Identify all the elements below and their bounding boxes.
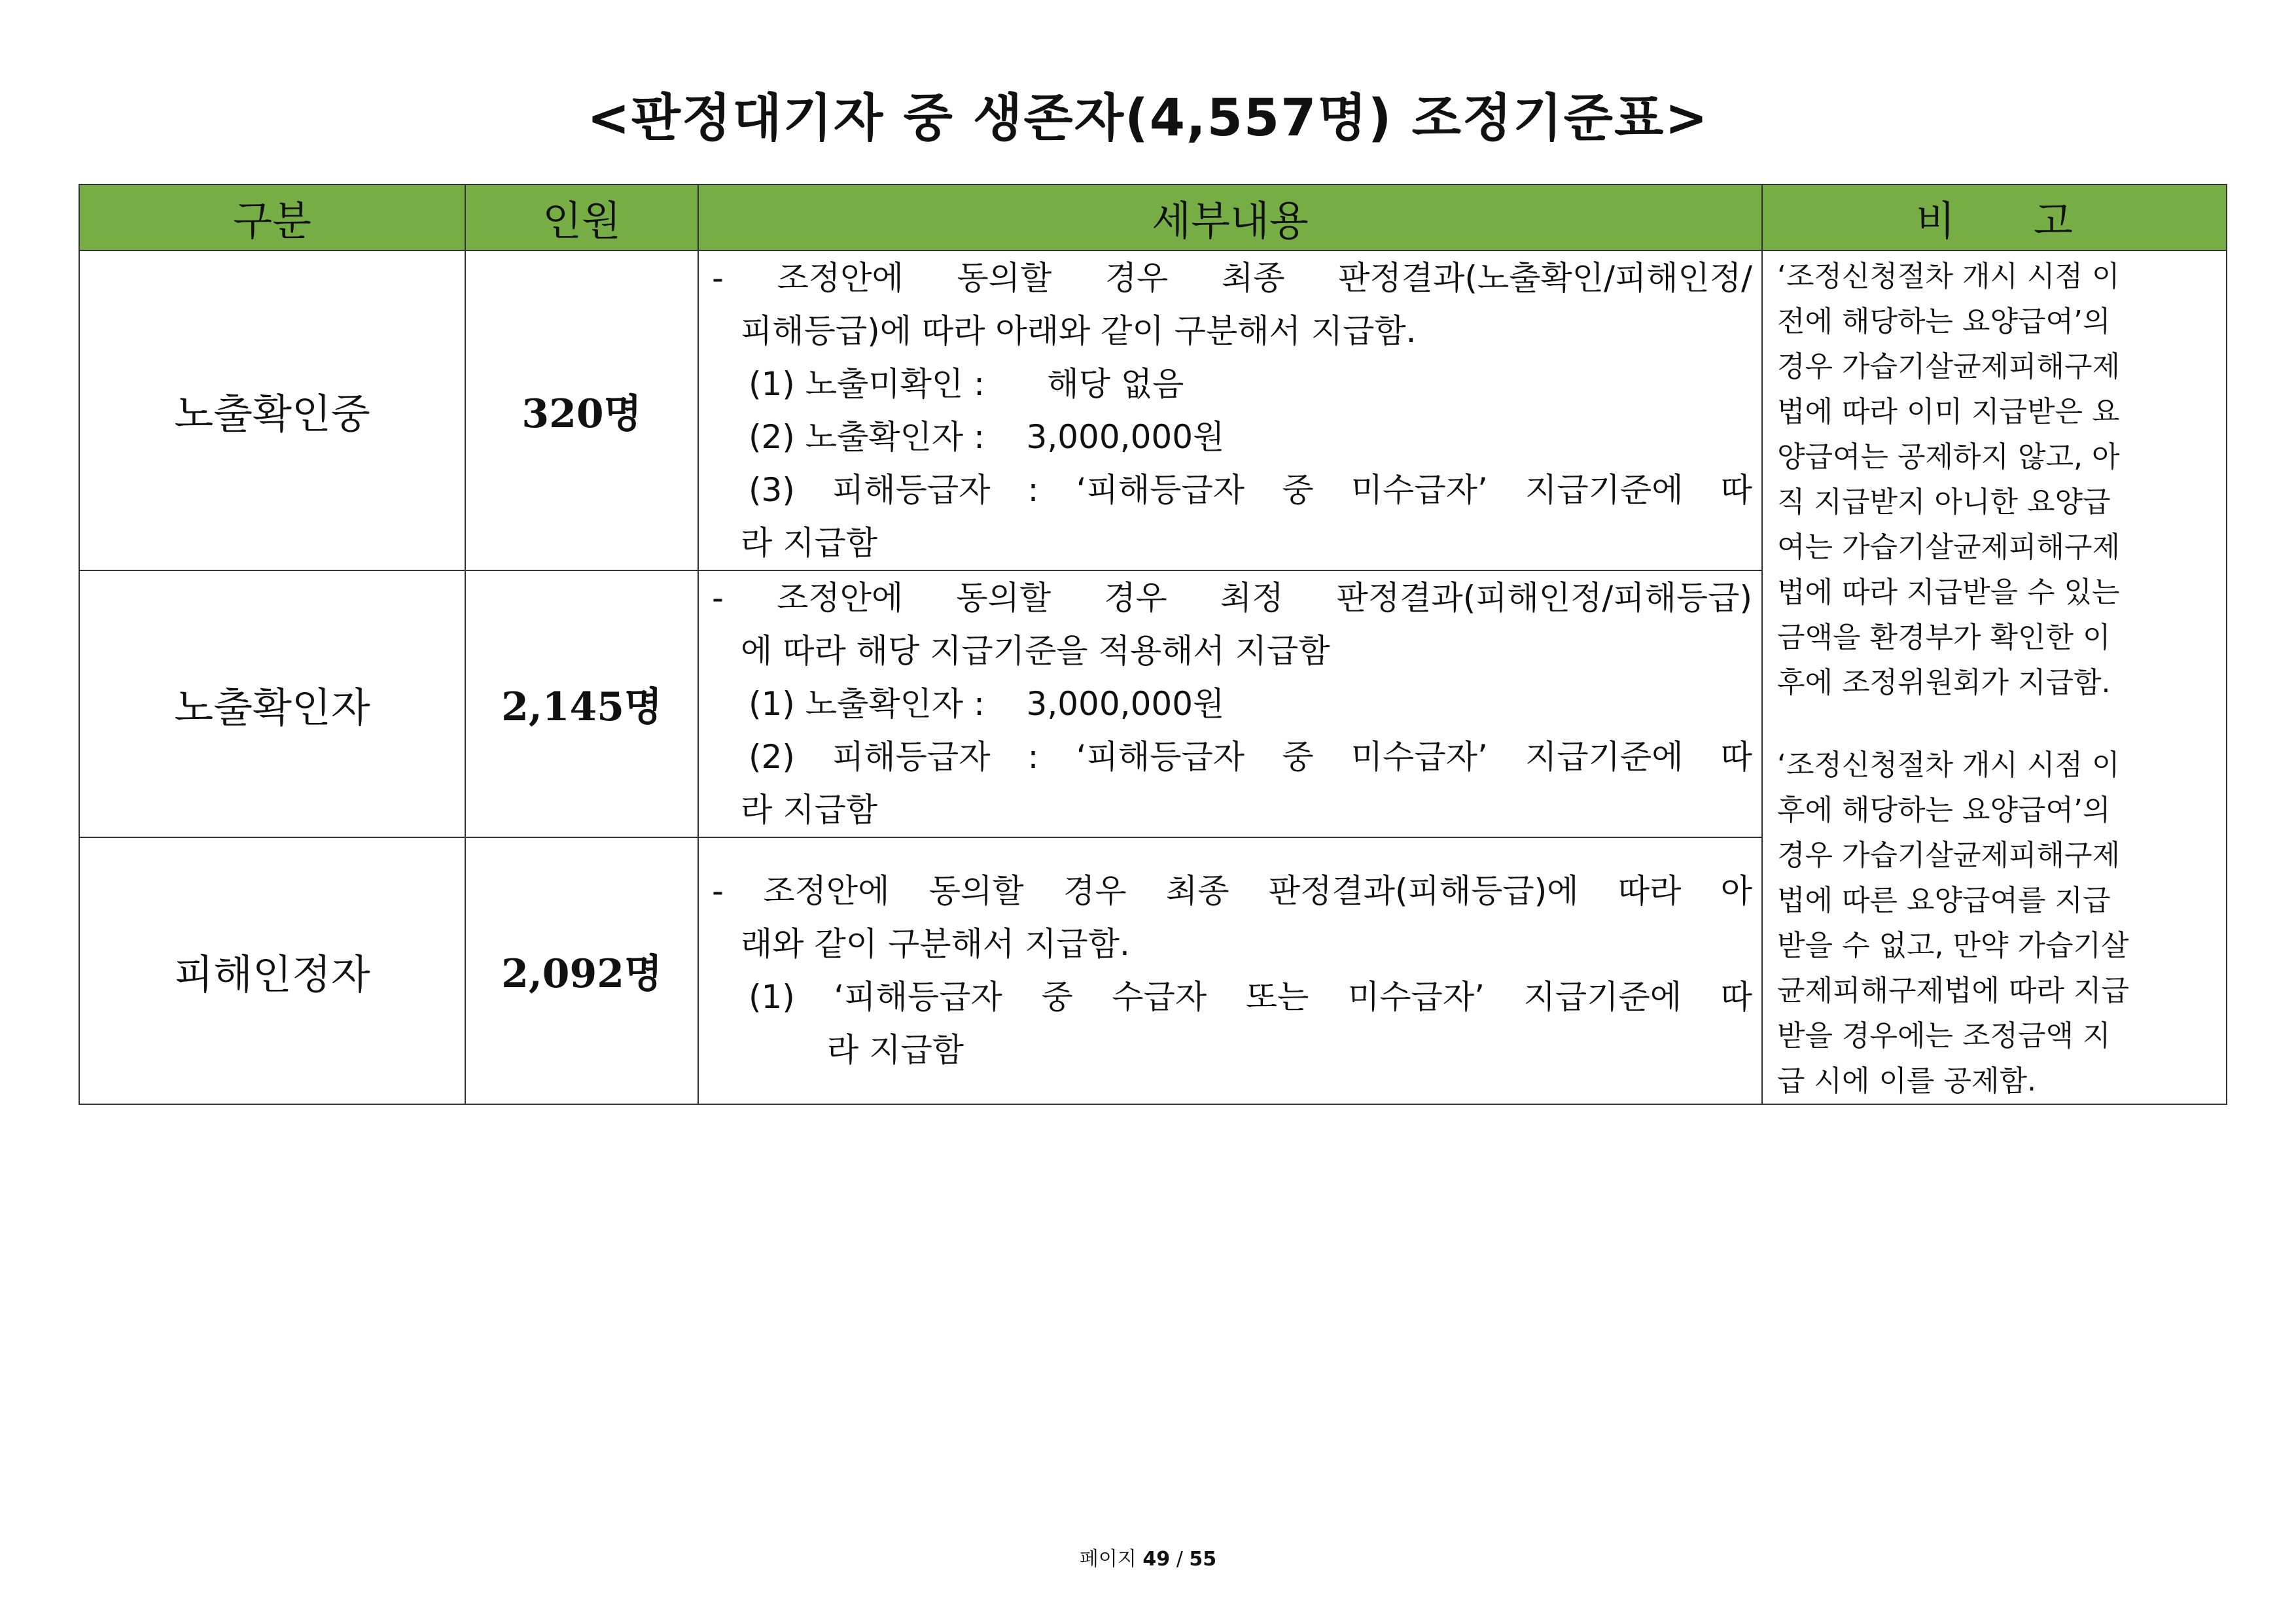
detail-line: (3) 피해등급자 : ‘피해등급자 중 미수급자’ 지급기준에 따 <box>749 470 1752 509</box>
detail-line: 라 지급함 <box>741 790 878 829</box>
row-count: 320명 <box>465 251 698 570</box>
detail-line: (1) 노출확인자 : 3,000,000원 <box>749 684 1225 723</box>
detail-line: 래와 같이 구분해서 지급함. <box>741 925 1130 964</box>
detail-line: (1) ‘피해등급자 중 수급자 또는 미수급자’ 지급기준에 따 <box>749 978 1752 1017</box>
row-detail <box>698 251 1762 570</box>
detail-line: (2) 피해등급자 : ‘피해등급자 중 미수급자’ 지급기준에 따 <box>749 737 1752 776</box>
header-note <box>1762 184 2227 251</box>
row-detail <box>698 837 1762 1104</box>
detail-line: 에 따라 해당 지급기준을 적용해서 지급함 <box>741 631 1330 670</box>
page-title: <판정대기자 중 생존자(4,557명) 조정기준표> <box>587 89 1709 148</box>
row-detail <box>698 570 1762 837</box>
header-count: 인원 <box>465 184 698 251</box>
detail-line: - 조정안에 동의할 경우 최종 판정결과(노출확인/피해인정/ <box>712 258 1752 297</box>
detail-line: (2) 노출확인자 : 3,000,000원 <box>749 417 1225 456</box>
detail-line: 라 지급함 <box>741 523 878 562</box>
row-category: 노출확인자 <box>79 570 465 837</box>
note-paragraph: ‘조정신청절차 개시 시점 이 전에 해당하는 요양급여’의 경우 가습기살균제피해구제 법에 따라 이미 지급받은 요 양급여는 공제하지 않고, 아 직 지급받지 아니한 요양급 여는 가습기살균제피해구제 법에 따라 지급받을 수 있는 금액을 환경부가 확인한 이 후에 조정위원회가 지급함. <box>1777 260 2121 699</box>
footer-page-total: 55 <box>1189 1548 1217 1571</box>
detail-line: - 조정안에 동의할 경우 최종 판정결과(피해등급)에 따라 아 <box>712 872 1752 911</box>
note-cell <box>1762 251 2227 1104</box>
row-count: 2,092명 <box>465 837 698 1104</box>
footer-page-current: 49 <box>1142 1548 1171 1571</box>
row-category: 노출확인중 <box>79 251 465 570</box>
row-category: 피해인정자 <box>79 837 465 1104</box>
note-paragraph: ‘조정신청절차 개시 시점 이 후에 해당하는 요양급여’의 경우 가습기살균제피해구제 법에 따른 요양급여를 지급 받을 수 없고, 만약 가습기살 균제피해구제법에 따라 지급 받을 경우에는 조정금액 지 급 시에 이를 공제함. <box>1777 748 2130 1098</box>
footer-separator: / <box>1176 1548 1183 1571</box>
table-row <box>79 251 2227 570</box>
page-footer <box>0 1543 2296 1571</box>
footer-page-label: 페이지 <box>1079 1548 1137 1571</box>
detail-line: 피해등급)에 따라 아래와 같이 구분해서 지급함. <box>741 311 1417 350</box>
header-detail: 세부내용 <box>698 184 1762 251</box>
row-count: 2,145명 <box>465 570 698 837</box>
detail-line: (1) 노출미확인 : 해당 없음 <box>749 364 1184 403</box>
adjustment-criteria-table <box>79 184 2227 1105</box>
header-note-label: 비고 <box>1916 197 2151 245</box>
detail-line: - 조정안에 동의할 경우 최정 판정결과(피해인정/피해등급) <box>712 578 1752 617</box>
header-category: 구분 <box>79 184 465 251</box>
table-header-row <box>79 184 2227 251</box>
detail-line: 라 지급함 <box>827 1031 964 1070</box>
